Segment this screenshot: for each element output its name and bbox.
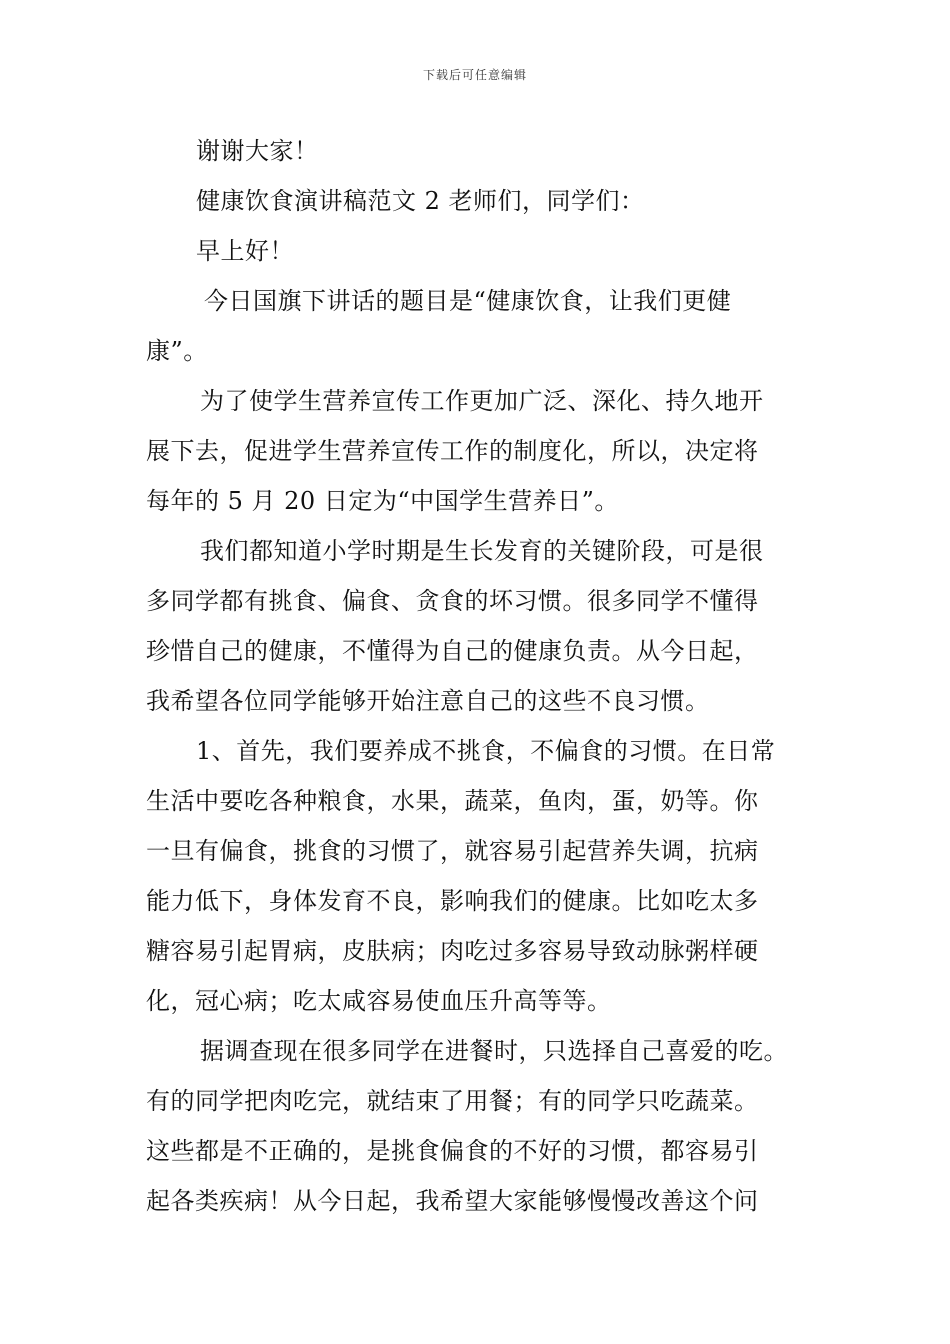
paragraph-line: 起各类疾病！从今日起，我希望大家能够慢慢改善这个问 <box>146 1187 759 1215</box>
header-note: 下载后可任意编辑 <box>422 68 527 82</box>
paragraph-line: 化，冠心病；吃太咸容易使血压升高等等。 <box>146 987 612 1015</box>
paragraph-line: 多同学都有挑食、偏食、贪食的坏习惯。很多同学不懂得 <box>146 587 759 615</box>
paragraph-line: 健康饮食演讲稿范文 2 老师们，同学们： <box>196 187 645 215</box>
paragraph-line: 康”。 <box>146 337 208 365</box>
paragraph-line: 生活中要吃各种粮食，水果，蔬菜，鱼肉，蛋，奶等。你 <box>146 787 759 815</box>
paragraph-line: 今日国旗下讲话的题目是“健康饮食，让我们更健 <box>204 287 732 315</box>
paragraph-line: 能力低下，身体发育不良，影响我们的健康。比如吃太多 <box>146 887 759 915</box>
paragraph-line: 我希望各位同学能够开始注意自己的这些不良习惯。 <box>146 687 710 715</box>
paragraph-line: 每年的 5 月 20 日定为“中国学生营养日”。 <box>146 487 619 515</box>
paragraph-line: 为了使学生营养宣传工作更加广泛、深化、持久地开 <box>200 387 764 415</box>
paragraph-line: 早上好！ <box>196 237 294 265</box>
paragraph-line: 展下去，促进学生营养宣传工作的制度化，所以，决定将 <box>146 437 759 465</box>
paragraph-line: 谢谢大家！ <box>196 137 319 165</box>
paragraph-line: 一旦有偏食，挑食的习惯了，就容易引起营养失调，抗病 <box>146 837 759 865</box>
document-body <box>146 126 818 1226</box>
paragraph-line: 这些都是不正确的，是挑食偏食的不好的习惯，都容易引 <box>146 1137 759 1165</box>
paragraph-line: 我们都知道小学时期是生长发育的关键阶段，可是很 <box>200 537 764 565</box>
paragraph-line: 据调查现在很多同学在进餐时，只选择自己喜爱的吃。 <box>200 1037 788 1065</box>
paragraph-line: 有的同学把肉吃完，就结束了用餐；有的同学只吃蔬菜。 <box>146 1087 759 1115</box>
paragraph-line: 珍惜自己的健康，不懂得为自己的健康负责。从今日起， <box>146 637 759 665</box>
paragraph-line: 1、首先，我们要养成不挑食，不偏食的习惯。在日常 <box>196 737 776 765</box>
paragraph-line: 糖容易引起胃病，皮肤病；肉吃过多容易导致动脉粥样硬 <box>146 937 759 965</box>
